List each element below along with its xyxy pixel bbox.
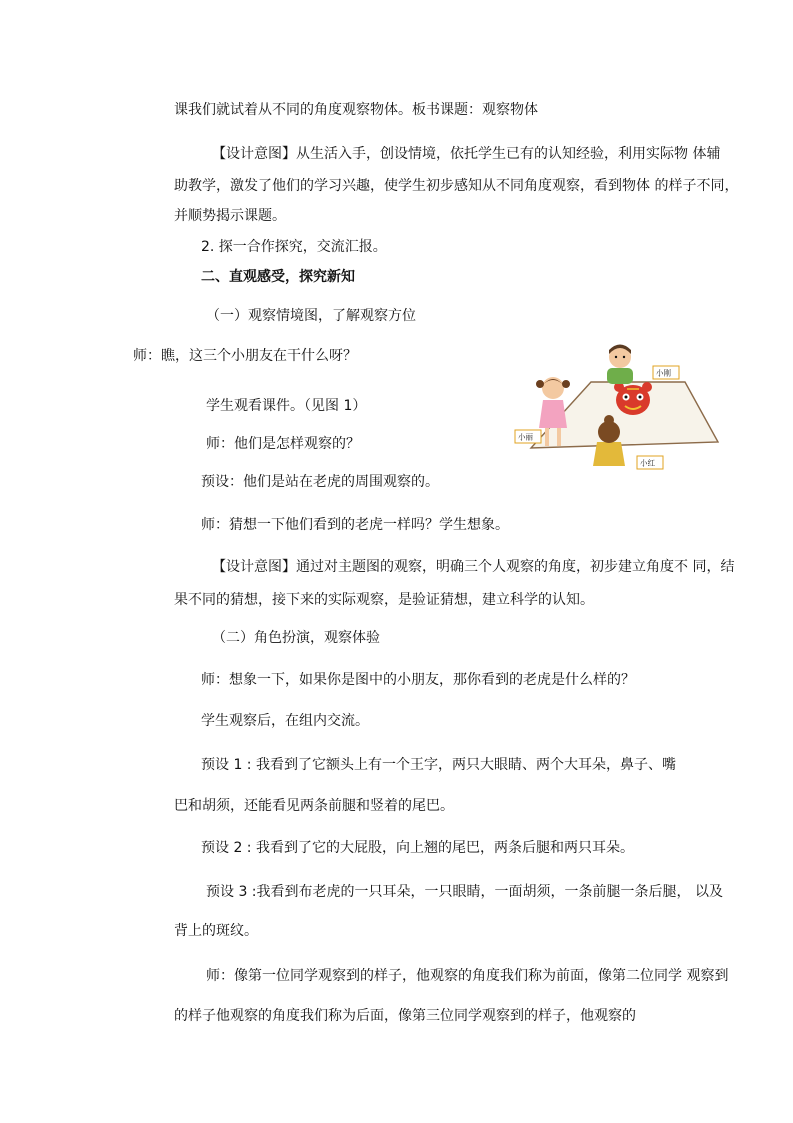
list-item: 2. 探一合作探究，交流汇报。 xyxy=(201,239,387,255)
subsection-heading: （二）角色扮演，观察体验 xyxy=(212,630,380,646)
text-line: 助教学，激发了他们的学习兴趣，使学生初步感知从不同角度观察，看到物体 的样子不同， xyxy=(174,178,739,194)
observation-illustration xyxy=(513,342,723,472)
teacher-line: 师：瞧，这三个小朋友在干什么呀？ xyxy=(133,348,357,364)
teacher-line: 师：他们是怎样观察的？ xyxy=(206,436,360,452)
text-line: 预设 3 :我看到布老虎的一只耳朵，一只眼睛，一面胡须，一条前腿一条后腿， 以及 xyxy=(206,884,723,900)
text-line: 并顺势揭示课题。 xyxy=(174,208,286,224)
text-line: 学生观察后，在组内交流。 xyxy=(201,713,369,729)
text-line: 背上的斑纹。 xyxy=(174,923,258,939)
tag-xiaoli xyxy=(515,430,541,443)
svg-text:小丽: 小丽 xyxy=(518,432,533,442)
subsection-heading: （一）观察情境图，了解观察方位 xyxy=(206,308,416,324)
tag-xiaohong xyxy=(637,456,663,469)
teacher-line: 师：想象一下，如果你是图中的小朋友，那你看到的老虎是什么样的？ xyxy=(201,672,635,688)
text-line: 学生观看课件。（见图 1） xyxy=(206,398,367,414)
tag-xiaogang xyxy=(653,366,679,379)
design-intent-para: 【设计意图】通过对主题图的观察，明确三个人观察的角度，初步建立角度不 同，结 xyxy=(212,559,735,575)
text-line: 的样子他观察的角度我们称为后面，像第三位同学观察到的样子，他观察的 xyxy=(174,1008,636,1024)
text-line: 巴和胡须，还能看见两条前腿和竖着的尾巴。 xyxy=(174,798,454,814)
svg-text:小红: 小红 xyxy=(640,458,655,468)
boy-figure xyxy=(607,345,633,385)
text-line: 预设 1 : 我看到了它额头上有一个王字，两只大眼睛、两个大耳朵，鼻子、嘴 xyxy=(201,757,676,773)
svg-text:小刚: 小刚 xyxy=(656,368,671,378)
design-intent-para: 【设计意图】从生活入手，创设情境，依托学生已有的认知经验，利用实际物 体辅 xyxy=(212,146,721,162)
text-line: 课我们就试着从不同的角度观察物体。板书课题：观察物体 xyxy=(174,102,538,118)
section-heading: 二、直观感受，探究新知 xyxy=(201,269,355,285)
teacher-line: 师：猜想一下他们看到的老虎一样吗？学生想象。 xyxy=(201,517,509,533)
text-line: 果不同的猜想，接下来的实际观察，是验证猜想，建立科学的认知。 xyxy=(174,592,594,608)
text-line: 预设 2 : 我看到了它的大屁股，向上翘的尾巴，两条后腿和两只耳朵。 xyxy=(201,840,634,856)
teacher-line: 师：像第一位同学观察到的样子，他观察的角度我们称为前面，像第二位同学 观察到 xyxy=(206,968,729,984)
text-line: 预设：他们是站在老虎的周围观察的。 xyxy=(201,474,439,490)
